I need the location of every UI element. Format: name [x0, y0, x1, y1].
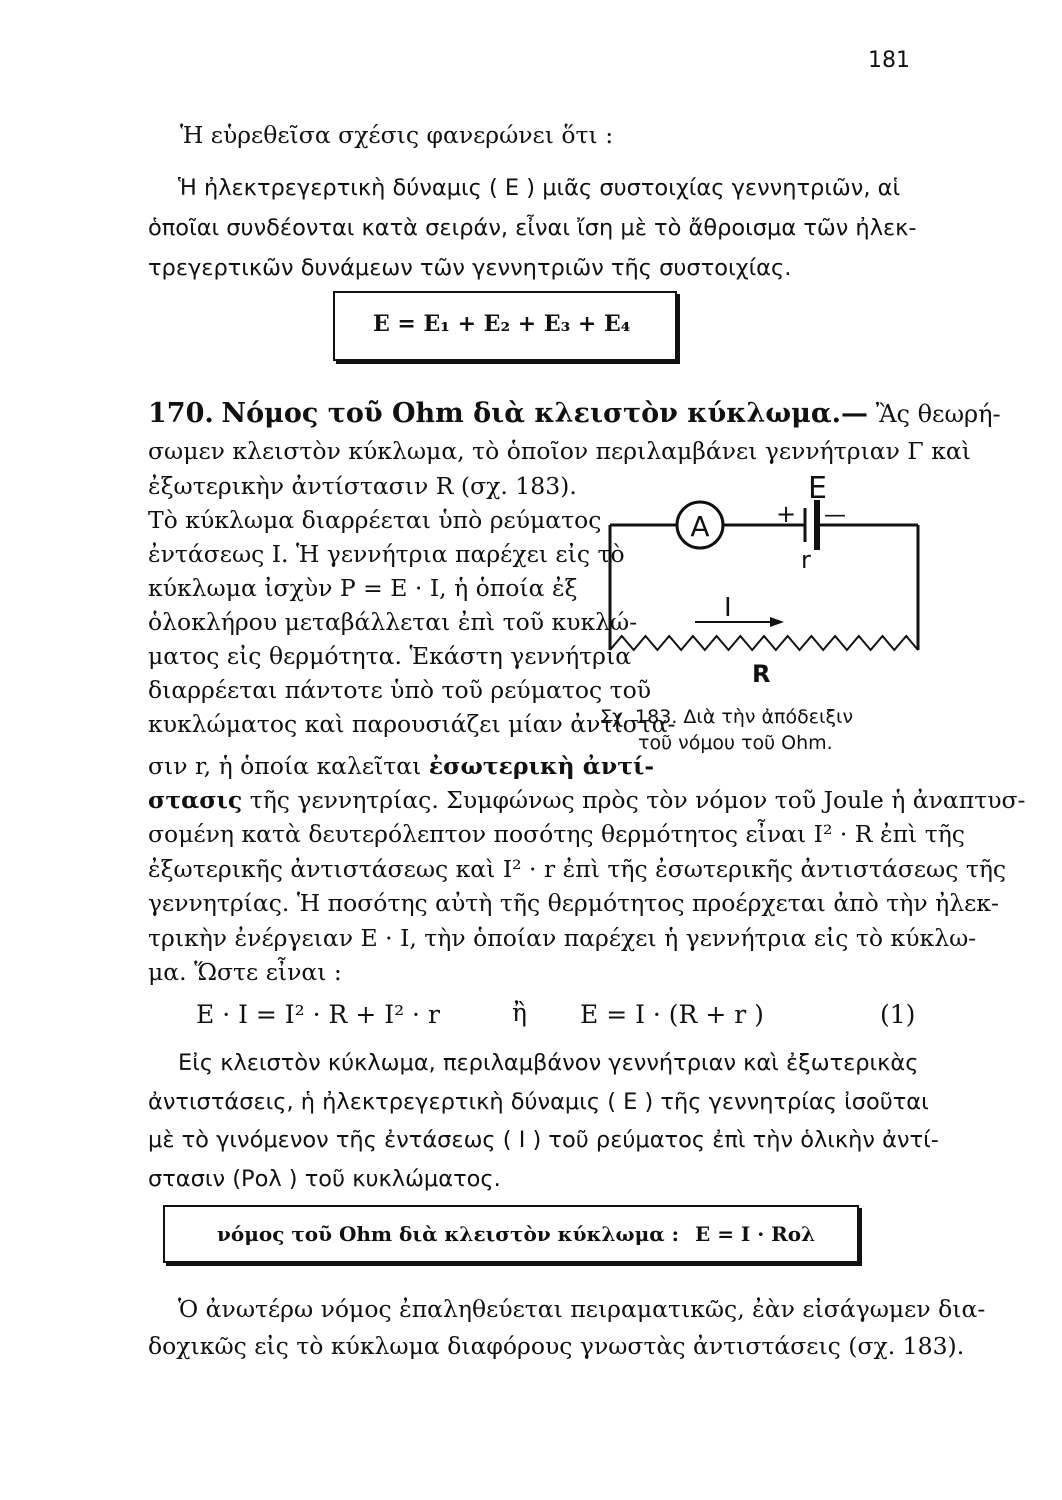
intro-line: Ἡ εὑρεθεῖσα σχέσις φανερώνει ὅτι :: [180, 121, 614, 149]
minus-sign: —: [824, 503, 846, 528]
law-closed-line: Εἰς κλειστὸν κύκλωμα, περιλαμβάνον γεννήτριαν καὶ ἐξωτερικὰς: [178, 1050, 919, 1076]
law-series: [148, 168, 917, 288]
closing-line: δοχικῶς εἰς τὸ κύκλωμα διαφόρους γνωστὰς ἀντιστάσεις (σχ. 183).: [148, 1332, 965, 1360]
equation-left: E · I = I² · R + I² · r: [196, 1000, 440, 1029]
section-number: 170.: [148, 398, 214, 429]
body-line: τρικὴν ἐνέργειαν E · I, τὴν ὁποίαν παρέχει ἡ γεννήτρια εἰς τὸ κύκλω-: [148, 923, 977, 952]
equation-number: (1): [880, 1000, 916, 1029]
internal-term-end: στασις: [148, 786, 243, 814]
internal-term: ἐσωτερικὴ ἀντί-: [428, 752, 655, 780]
internal-r-label: r: [801, 546, 811, 574]
internal-resistance-line: [148, 749, 654, 783]
formula-sum-box: [333, 291, 677, 361]
law-closed: [148, 1044, 939, 1198]
section-first-line-rest: Ἂς θεωρή-: [875, 400, 1001, 428]
closing-line: Ὁ ἀνωτέρω νόμος ἐπαληθεύεται πειραματικῶς, ἐὰν εἰσάγωμεν δια-: [178, 1295, 986, 1323]
law-series-line: Ἡ ἠλεκτρεγερτικὴ δύναμις ( E ) μιᾶς συστοιχίας γεννητριῶν, αἱ: [178, 175, 901, 201]
left-line: Τὸ κύκλωμα διαρρέεται ὑπὸ ρεύματος: [148, 506, 602, 534]
left-line: κύκλωμα ἰσχὺν P = E · I, ἡ ὁποία ἐξ: [148, 574, 578, 602]
figure-caption: [600, 704, 853, 756]
emf-label: E: [808, 471, 827, 506]
internal-resistance-line2: [148, 783, 1026, 817]
ohm-law-box: [163, 1205, 859, 1263]
body-line: σωμεν κλειστὸν κύκλωμα, τὸ ὁποῖον περιλαμβάνει γεννήτριαν Γ καὶ: [148, 437, 971, 465]
formula-sum: E = E₁ + E₂ + E₃ + E₄: [373, 311, 631, 337]
law-closed-line: ἀντιστάσεις, ἡ ἠλεκτρεγερτικὴ δύναμις ( E ) τῆς γεννητρίας ἰσοῦται: [148, 1088, 929, 1115]
law-series-line: τρεγερτικῶν δυνάμεων τῶν γεννητριῶν τῆς συστοιχίας.: [148, 255, 792, 281]
left-line: κυκλώματος καὶ παρουσιάζει μίαν ἀντίστα-: [148, 710, 676, 738]
body-line: σομένη κατὰ δευτερόλεπτον ποσότης θερμότητος εἶναι I² · R ἐπὶ τῆς: [148, 820, 965, 848]
body-line: ἐξωτερικῆς ἀντιστάσεως καὶ I² · r ἐπὶ τῆς ἐσωτερικῆς ἀντιστάσεως τῆς: [148, 854, 1007, 883]
law-closed-line: μὲ τὸ γινόμενον τῆς ἐντάσεως ( I ) τοῦ ρεύματος ἐπὶ τὴν ὁλικὴν ἀντί-: [148, 1127, 939, 1153]
section-title: Νόμος τοῦ Ohm διὰ κλειστὸν κύκλωμα.—: [221, 398, 869, 429]
page-number: 181: [868, 48, 910, 73]
law-closed-line: στασιν (Pολ ) τοῦ κυκλώματος.: [148, 1165, 501, 1192]
resistor-symbol: [610, 636, 918, 650]
left-column: [148, 469, 676, 741]
body-line: γεννητρίας. Ἡ ποσότης αὐτὴ τῆς θερμότητος προέρχεται ἀπὸ τὴν ἠλεκ-: [148, 889, 999, 917]
left-line: ἐξωτερικὴν ἀντίστασιν R (σχ. 183).: [148, 472, 577, 500]
circuit-diagram: [600, 470, 930, 685]
left-line: ματος εἰς θερμότητα. Ἑκάστη γεννήτρια: [148, 642, 632, 670]
current-arrowhead: [770, 617, 784, 627]
equation-or: ἢ: [512, 998, 527, 1027]
closing: [148, 1291, 985, 1365]
left-line: διαρρέεται πάντοτε ὑπὸ τοῦ ρεύματος τοῦ: [148, 676, 652, 704]
body-after: [148, 817, 1006, 990]
internal-pre: σιν r, ἡ ὁποία καλεῖται: [148, 752, 429, 780]
ohm-law-formula: E = I · Rολ: [695, 1222, 816, 1246]
plus-sign: +: [776, 500, 797, 528]
current-label: I: [724, 593, 732, 623]
left-line: ἐντάσεως I. Ἡ γεννήτρια παρέχει εἰς τὸ: [148, 540, 625, 568]
law-series-line: ὁποῖαι συνδέονται κατὰ σειράν, εἶναι ἴση μὲ τὸ ἄθροισμα τῶν ἠλεκ-: [148, 215, 917, 241]
section-heading-line: [148, 397, 1001, 431]
equation-right: E = I · (R + r ): [580, 1000, 764, 1029]
ohm-law-label: νόμος τοῦ Ohm διὰ κλειστὸν κύκλωμα :: [217, 1222, 679, 1246]
ammeter-label: A: [690, 510, 710, 543]
caption-line: τοῦ νόμου τοῦ Ohm.: [638, 732, 833, 754]
resistor-label: R: [752, 660, 771, 685]
body-line: μα. Ὥστε εἶναι :: [148, 958, 342, 986]
internal-rest: τῆς γεννητρίας. Συμφώνως πρὸς τὸν νόμον τοῦ Joule ἡ ἀναπτυσ-: [242, 786, 1026, 814]
left-line: ὁλοκλήρου μεταβάλλεται ἐπὶ τοῦ κυκλώ-: [148, 608, 638, 636]
caption-line: Σχ. 183. Διὰ τὴν ἀπόδειξιν: [600, 706, 854, 728]
